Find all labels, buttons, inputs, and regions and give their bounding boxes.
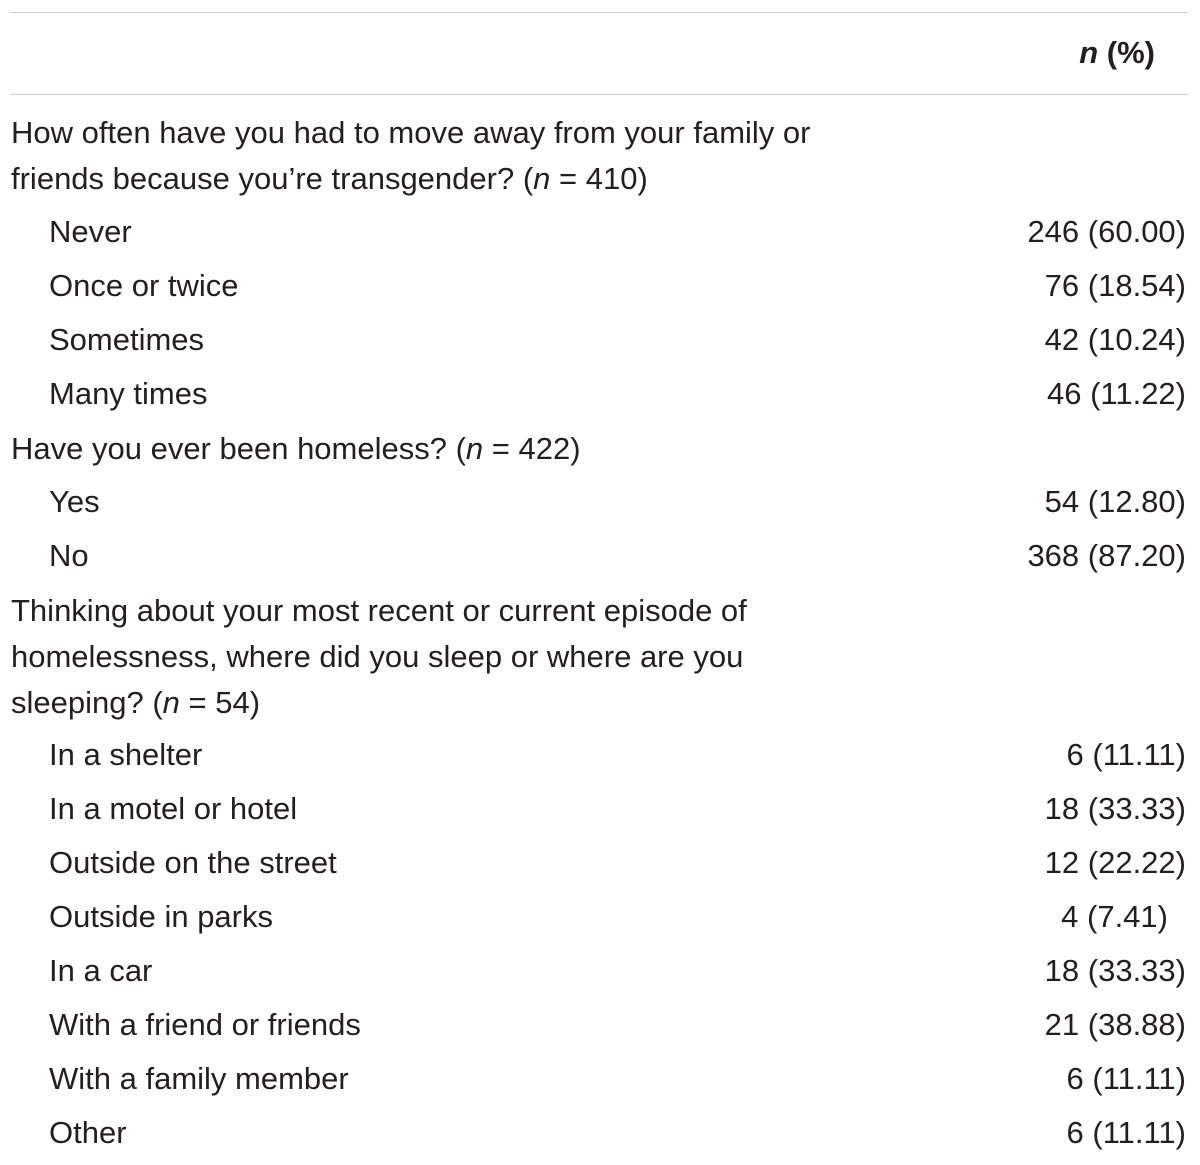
row-value: 46 (11.22) xyxy=(1046,376,1186,411)
row-label: With a friend or friends xyxy=(49,1007,361,1042)
row-label: Outside on the street xyxy=(49,845,337,880)
table-top-rule xyxy=(10,12,1188,13)
row-value: 368 (87.20) xyxy=(1027,538,1186,573)
row-value: 4 (7.41) xyxy=(1061,899,1168,934)
question-homeless xyxy=(11,426,871,472)
row-label: With a family member xyxy=(49,1061,349,1096)
row-label: Many times xyxy=(49,376,208,411)
row-label: In a shelter xyxy=(49,737,203,772)
question-move-away xyxy=(11,110,871,202)
n-letter: n xyxy=(465,431,484,466)
row-value: 246 (60.00) xyxy=(1027,214,1186,249)
row-value: 12 (22.22) xyxy=(1044,845,1186,880)
header-pct-label: (%) xyxy=(1098,35,1155,70)
row-value: 18 (33.33) xyxy=(1044,953,1186,988)
row-value: 42 (10.24) xyxy=(1044,322,1186,357)
row-value: 6 (11.11) xyxy=(1066,1115,1186,1150)
question-sleep-location xyxy=(11,588,811,726)
question-text: How often have you had to move away from your family or friends because you’re transgender? ( xyxy=(11,115,811,196)
row-label: Never xyxy=(49,214,132,249)
row-value: 6 (11.11) xyxy=(1066,737,1186,772)
row-label: No xyxy=(49,538,89,573)
n-letter: n xyxy=(162,685,180,720)
n-letter: n xyxy=(533,161,551,196)
row-label: In a motel or hotel xyxy=(49,791,298,826)
header-rule xyxy=(10,94,1188,95)
row-value: 76 (18.54) xyxy=(1044,268,1186,303)
n-value: = 54) xyxy=(179,685,261,720)
n-value: = 422) xyxy=(483,431,581,466)
row-value: 18 (33.33) xyxy=(1044,791,1186,826)
question-text: Have you ever been homeless? ( xyxy=(11,431,466,466)
row-label: Once or twice xyxy=(49,268,239,303)
row-label: In a car xyxy=(49,953,153,988)
row-value: 54 (12.80) xyxy=(1044,484,1186,519)
row-label: Sometimes xyxy=(49,322,205,357)
question-text: Thinking about your most recent or current episode of homelessness, where did you sleep or where are you sleeping? ( xyxy=(11,593,747,720)
row-label: Yes xyxy=(49,484,100,519)
row-label: Outside in parks xyxy=(49,899,273,934)
header-n-label: n xyxy=(1079,35,1099,70)
row-value: 21 (38.88) xyxy=(1044,1007,1186,1042)
n-value: = 410) xyxy=(550,161,648,196)
row-label: Other xyxy=(49,1115,127,1150)
row-value: 6 (11.11) xyxy=(1066,1061,1186,1096)
column-header-n-percent xyxy=(1079,30,1155,76)
